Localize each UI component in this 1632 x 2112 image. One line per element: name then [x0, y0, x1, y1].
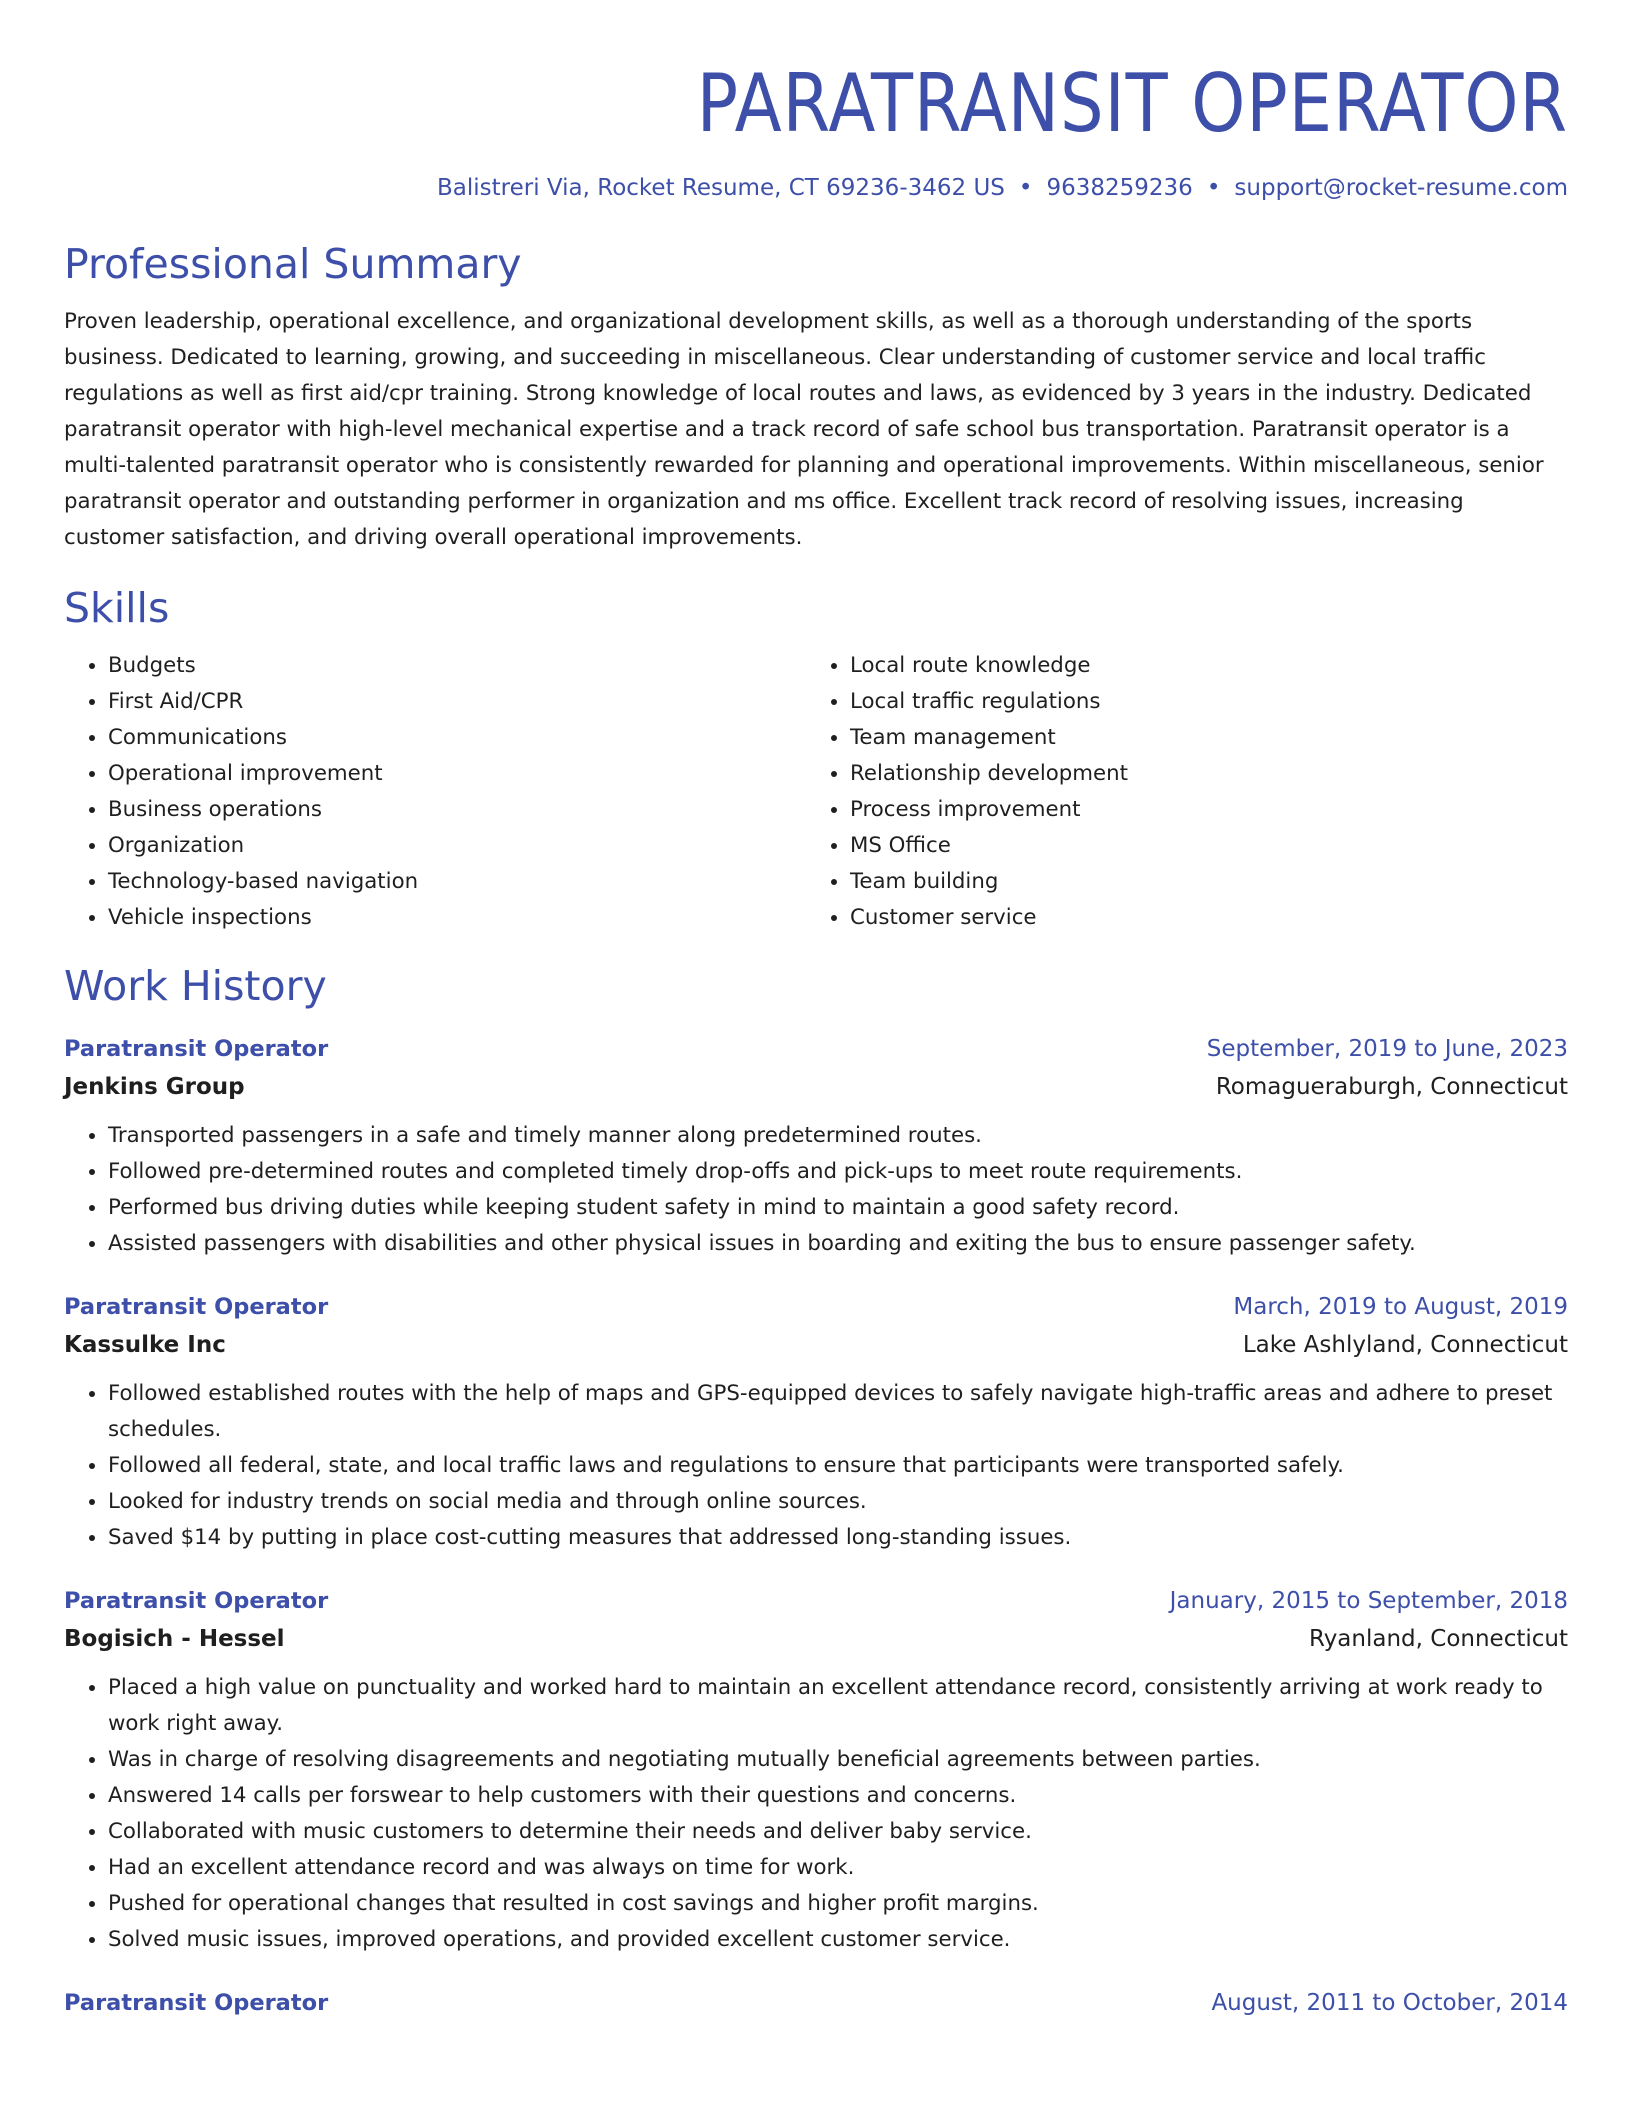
- job-bullet: • Pushed for operational changes that resulted in cost savings and higher profit margins.: [108, 1886, 1568, 1922]
- contact-phone: 9638259236: [1046, 175, 1193, 201]
- job-title-row: [64, 1582, 1568, 1620]
- job-bullet: • Followed established routes with the help of maps and GPS-equipped devices to safely navigate high-traffic areas and adhere to preset schedules.: [108, 1376, 1568, 1448]
- skill-item: • MS Office: [850, 828, 1548, 864]
- job-bullets: [64, 1670, 1568, 1958]
- job-bullet: • Followed all federal, state, and local traffic laws and regulations to ensure that participants were transported safely.: [108, 1448, 1568, 1484]
- summary-text: Proven leadership, operational excellence, and organizational development skills, as well as a thorough understanding of the sports business. Dedicated to learning, growing, and succeeding in miscellaneous. Clear understanding of customer service and local traffic regulations as well as first aid/cpr training. Strong knowledge of local routes and laws, as evidenced by 3 years in the industry. Dedicated paratransit operator with high-level mechanical expertise and a track record of safe school bus transportation. Paratransit operator is a multi-talented paratransit operator who is consistently rewarded for planning and operational improvements. Within miscellaneous, senior paratransit operator and outstanding performer in organization and ms office. Excellent track record of resolving issues, increasing customer satisfaction, and driving overall operational improvements.: [64, 309, 1544, 550]
- skill-item: • Organization: [108, 828, 806, 864]
- job-title: Paratransit Operator: [64, 1294, 329, 1320]
- skill-item: • Communications: [108, 720, 806, 756]
- work-history-heading: Work History: [64, 962, 327, 1010]
- contact-line: [64, 172, 1568, 204]
- job-location: Romagueraburgh, Connecticut: [1215, 1074, 1568, 1100]
- job-title-row: [64, 1984, 1568, 2022]
- job-title: Paratransit Operator: [64, 1990, 329, 2016]
- skill-item: • Relationship development: [850, 756, 1548, 792]
- skills-list: [64, 648, 1568, 936]
- job-company-row: [64, 1620, 1568, 1658]
- job-title-row: [64, 1030, 1568, 1068]
- job-bullet: • Followed pre-determined routes and completed timely drop-offs and pick-ups to meet route requirements.: [108, 1154, 1568, 1190]
- job-dates: January, 2015 to September, 2018: [1169, 1588, 1568, 1614]
- job-location: Ryanland, Connecticut: [1308, 1626, 1568, 1652]
- skill-item: • First Aid/CPR: [108, 684, 806, 720]
- skill-item: • Vehicle inspections: [108, 900, 806, 936]
- skill-item: • Process improvement: [850, 792, 1548, 828]
- job-company: Bogisich - Hessel: [64, 1626, 285, 1652]
- skills-heading: Skills: [64, 584, 170, 632]
- contact-separator: •: [1018, 175, 1033, 201]
- skills-column-right: [806, 648, 1548, 936]
- skills-column-left: [64, 648, 806, 936]
- contact-email: support@rocket-resume.com: [1234, 175, 1568, 201]
- job-bullet: • Performed bus driving duties while keeping student safety in mind to maintain a good safety record.: [108, 1190, 1568, 1226]
- job-company: Kassulke Inc: [64, 1332, 226, 1358]
- job-dates: March, 2019 to August, 2019: [1233, 1294, 1568, 1320]
- job-entry: [64, 1030, 1568, 1262]
- job-bullet: • Placed a high value on punctuality and worked hard to maintain an excellent attendance record, consistently arriving at work ready to work right away.: [108, 1670, 1568, 1742]
- job-company: Jenkins Group: [64, 1074, 245, 1100]
- job-bullet: • Answered 14 calls per forswear to help customers with their questions and concerns.: [108, 1778, 1568, 1814]
- job-bullets: [64, 1376, 1568, 1556]
- contact-address: Balistreri Via, Rocket Resume, CT 69236-3462 US: [437, 175, 1005, 201]
- job-title-row: [64, 1288, 1568, 1326]
- skill-item: • Team management: [850, 720, 1548, 756]
- job-title: Paratransit Operator: [64, 1036, 329, 1062]
- job-company-row: [64, 1068, 1568, 1106]
- skill-item: • Operational improvement: [108, 756, 806, 792]
- job-entry: [64, 1582, 1568, 1958]
- job-dates: September, 2019 to June, 2023: [1206, 1036, 1568, 1062]
- skill-item: • Local route knowledge: [850, 648, 1548, 684]
- skill-item: • Business operations: [108, 792, 806, 828]
- job-bullet: • Had an excellent attendance record and was always on time for work.: [108, 1850, 1568, 1886]
- job-company-row: [64, 1326, 1568, 1364]
- job-entry: [64, 1984, 1568, 2022]
- job-bullet: • Assisted passengers with disabilities and other physical issues in boarding and exiting the bus to ensure passenger safety.: [108, 1226, 1568, 1262]
- skill-item: • Technology-based navigation: [108, 864, 806, 900]
- job-location: Lake Ashlyland, Connecticut: [1242, 1332, 1568, 1358]
- skill-item: • Team building: [850, 864, 1548, 900]
- skill-item: • Customer service: [850, 900, 1548, 936]
- contact-separator: •: [1206, 175, 1221, 201]
- job-dates: August, 2011 to October, 2014: [1211, 1990, 1568, 2016]
- job-title: Paratransit Operator: [64, 1588, 329, 1614]
- resume-page: [64, 0, 1568, 2022]
- job-bullet: • Solved music issues, improved operations, and provided excellent customer service.: [108, 1922, 1568, 1958]
- skill-item: • Budgets: [108, 648, 806, 684]
- resume-title: PARATRANSIT OPERATOR: [696, 57, 1568, 150]
- job-entry: [64, 1288, 1568, 1556]
- job-bullet: • Was in charge of resolving disagreements and negotiating mutually beneficial agreements between parties.: [108, 1742, 1568, 1778]
- job-bullet: • Saved $14 by putting in place cost-cutting measures that addressed long-standing issues.: [108, 1520, 1568, 1556]
- job-bullets: [64, 1118, 1568, 1262]
- skill-item: • Local traffic regulations: [850, 684, 1548, 720]
- job-bullet: • Transported passengers in a safe and timely manner along predetermined routes.: [108, 1118, 1568, 1154]
- summary-heading: Professional Summary: [64, 240, 522, 288]
- job-bullet: • Collaborated with music customers to determine their needs and deliver baby service.: [108, 1814, 1568, 1850]
- job-bullet: • Looked for industry trends on social media and through online sources.: [108, 1484, 1568, 1520]
